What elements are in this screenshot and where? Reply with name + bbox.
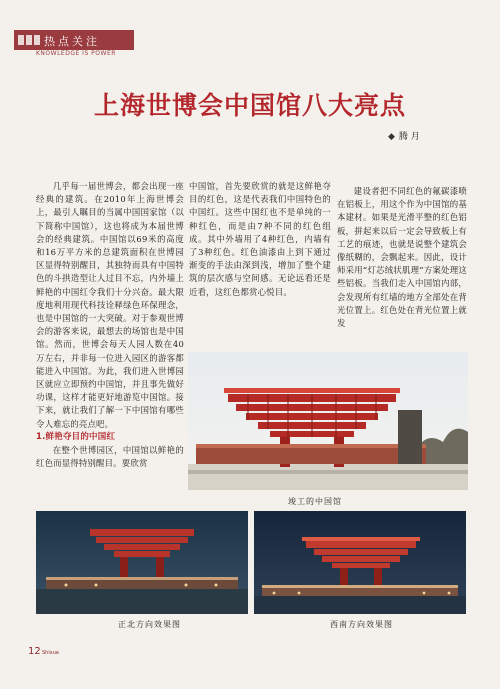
byline — [388, 129, 420, 142]
paragraph: 建设者把不同红色的氟碳漆喷在铝板上，用这个作为中国馆的基本建材。如果是光滑平整的红色铝板，拼起来以后一定会导致板上有工艺的痕迹，也就是说整个建筑会像纸糊的，会飘起来。因此，设计师采用“灯芯绒状肌理”方案处理这些铝板。当我们走入中国馆内部，会发现所有红墙的地方全部处在背光位置上。红色处在背光位置上就发 — [337, 186, 467, 329]
paragraph: 在整个世博园区，中国馆以鲜艳的红色而显得特别醒目。要欣赏 — [36, 445, 184, 469]
page-number: 12 — [28, 646, 41, 657]
section-tag — [14, 30, 134, 60]
section-tag-sublabel: KNOWLEDGE IS POWER — [36, 50, 116, 57]
author-name: 腾 月 — [398, 132, 420, 142]
section-tag-label: 热点关注 — [44, 35, 100, 48]
text-column-2 — [189, 180, 331, 299]
section-tag-squares — [18, 35, 40, 45]
paragraph: 中国馆，首先要欣赏的就是这鲜艳夺目的红色，这是代表我们中国特色的中国红。这些中国红也不是单纯的一种红色，而是由7种不同的红色组成。其中外墙用了4种红色，内墙有了3种红色。红色油漆由上到下通过渐变的手法由深到浅，增加了整个建筑的层次感与空间感。无论远看还是近看，这红色都赏心悦目。 — [189, 181, 331, 297]
paragraph: 几乎每一届世博会，都会出现一座经典的建筑。在2010年上海世博会上，最引人瞩目的当属中国国家馆（以下简称中国馆），这也将成为本届世博会的经典建筑。中国馆以69米的高度和16万平方米的总建筑面积在世博园区显得特别醒目，其独特而具有中国特色的斗拱造型让人过目不忘，内外墙上鲜艳的中国红令我们十分兴奋。最大限度地利用现代科技诠释绿色环保理念，也是中国馆的一大突破。对于参观世博会的游客来说，最想去的场馆也是中国馆。然而，世博会每天人园人数在40万左右，并非每一位进入园区的游客都能进入中国馆。为此，我们进入世博园区就应立即预约中国馆，并且事先做好功课，这样才能更好地游览中国馆。接下来，就让我们了解一下中国馆有哪些令人难忘的亮点吧。 — [36, 181, 184, 429]
photo-north-rendering — [36, 511, 248, 614]
diamond-icon: ◆ — [388, 132, 395, 142]
photo-caption-main: 竣工的中国馆 — [288, 497, 342, 506]
photo-caption-left: 正北方向效果图 — [118, 620, 181, 629]
photo-caption-right: 西南方向效果图 — [330, 620, 393, 629]
text-column-3 — [337, 185, 467, 330]
text-column-1 — [36, 180, 184, 470]
photo-completed-pavilion — [188, 352, 468, 490]
page-mark: Shixue — [42, 650, 59, 656]
photo-southwest-rendering — [254, 511, 466, 614]
section-heading: 1.鲜艳夺目的中国红 — [36, 431, 116, 442]
article-title: 上海世博会中国馆八大亮点 — [93, 91, 406, 120]
